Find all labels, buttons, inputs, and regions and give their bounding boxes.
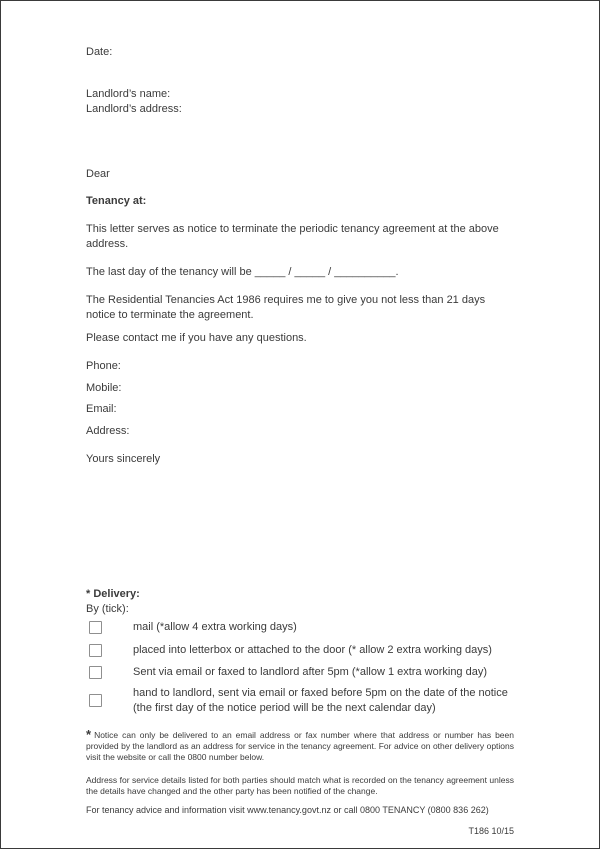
delivery-option-label: placed into letterbox or attached to the door (* allow 2 extra working days) bbox=[133, 643, 492, 656]
delivery-option-label-line1: hand to landlord, sent via email or faxed before 5pm on the date of the notice bbox=[133, 686, 508, 699]
address-label: Address: bbox=[86, 424, 130, 437]
delivery-checkbox-mail[interactable] bbox=[89, 621, 102, 634]
landlord-name-label: Landlord’s name: bbox=[86, 88, 171, 100]
address-for-service-footnote: Address for service details listed for both parties should match what is recorded on the tenancy agreement unless the details have changed and the other party has been notified of the change. bbox=[86, 774, 514, 796]
delivery-footnote bbox=[86, 728, 514, 763]
email-label: Email: bbox=[86, 403, 117, 415]
notice-paragraph: This letter serves as notice to terminate the periodic tenancy agreement at the above address. bbox=[86, 223, 499, 250]
delivery-checkbox-letterbox[interactable] bbox=[89, 644, 102, 657]
delivery-option-label: Sent via email or faxed to landlord after 5pm (*allow 1 extra working day) bbox=[133, 665, 488, 678]
delivery-option-label: mail (*allow 4 extra working days) bbox=[133, 621, 297, 634]
date-label: Date: bbox=[86, 46, 113, 58]
delivery-option-row bbox=[86, 617, 514, 639]
tenancy-advice-line: For tenancy advice and information visit www.tenancy.govt.nz or call 0800 TENANCY (0800 836 262) bbox=[86, 804, 489, 815]
contact-paragraph: Please contact me if you have any questions. bbox=[86, 332, 307, 344]
delivery-option-row bbox=[86, 639, 514, 661]
delivery-checkbox-email-after-5pm[interactable] bbox=[89, 666, 102, 679]
delivery-option-label bbox=[133, 686, 508, 716]
form-code: T186 10/15 bbox=[468, 825, 514, 836]
delivery-option-row bbox=[86, 661, 514, 683]
closing: Yours sincerely bbox=[86, 452, 161, 465]
salutation: Dear bbox=[86, 168, 110, 180]
phone-label: Phone: bbox=[86, 360, 121, 372]
delivery-option-row bbox=[86, 686, 514, 716]
delivery-section bbox=[86, 587, 514, 716]
act-paragraph: The Residential Tenancies Act 1986 requires me to give you not less than 21 days notice to terminate the agreement. bbox=[86, 294, 486, 321]
delivery-options bbox=[86, 617, 514, 716]
landlord-address-label: Landlord’s address: bbox=[86, 103, 182, 115]
tenancy-at-label: Tenancy at: bbox=[86, 195, 147, 207]
mobile-label: Mobile: bbox=[86, 381, 122, 394]
delivery-heading: * Delivery: bbox=[86, 587, 140, 600]
delivery-tick-instruction: By (tick): bbox=[86, 602, 129, 615]
last-day-line: The last day of the tenancy will be _____ / _____ / __________. bbox=[86, 266, 399, 278]
footnote-asterisk: * bbox=[86, 726, 92, 742]
footnotes-section bbox=[86, 728, 514, 839]
delivery-footnote-text: Notice can only be delivered to an email address or fax number where that address or number has been provided by the landlord as an address for service in the tenancy agreement. For advice on other delivery options visit the website or call the 0800 number below. bbox=[86, 729, 514, 762]
delivery-checkbox-hand-delivery[interactable] bbox=[89, 694, 102, 707]
delivery-option-label-line2: (the first day of the notice period will be the next calendar day) bbox=[133, 701, 436, 714]
